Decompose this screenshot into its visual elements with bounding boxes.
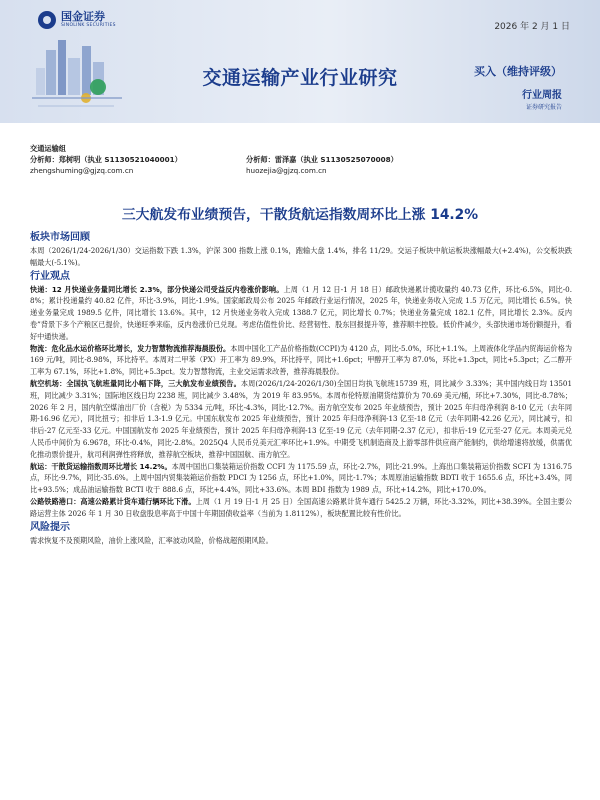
report-headline: 交通运输产业行业研究 <box>202 67 398 89</box>
logo-english-name: SINOLINK SECURITIES <box>61 23 116 28</box>
analyst-1-name: 郑树明（执业 S1130521040001） <box>58 155 182 164</box>
section-risk: 风险提示 <box>30 521 70 533</box>
logo-mark-icon <box>38 11 56 29</box>
report-type: 行业周报 <box>522 90 562 101</box>
section-industry-view: 行业观点 <box>30 270 70 282</box>
express-text: 上周（1 月 12 日-1 月 18 日）邮政快递累计揽收量约 40.73 亿件，环比-6.5%，同比-0.8%；累计投递量约 40.82 亿件，环比-3.9%，同比-1.9%。国家邮政局公布 2025 年邮政行业运行情况，2025 年，快递业务收入完成 1.5 万亿元，同比增长 6.5%。快递业务量完成 1989.5 亿件，同比增长 13.6%。其中，12 月快递业务收入完成 1388.7 亿元，同比增长 0.7%；快递业务量完成 182.1 亿件，同比增长 2.3%。反内卷”背景下多个产粮区已提价，快递旺季来临，反内卷涨价已兑现。考虑估值性价比、经营韧性、股东回报提升等，推荐顺丰控股。低价件减少，头部快递市场份额提升，看好中通快递。 <box>30 284 572 341</box>
logistics-lead: 物流：危化品水运价格环比增长，发力智慧物流推荐海晨股份。 <box>30 343 231 353</box>
shipping-text: 本周中国出口集装箱运价指数 CCFI 为 1175.59 点，环比-2.7%，同比-21.9%。上海出口集装箱运价指数 SCFI 为 1316.75 点，环比-9.7%，同比-35.6%。上周中国内贸集装箱运价指数 PDCI 为 1256 点，环比+1.0%，同比-1.7%；本周原油运输指数 BDTI 收于 1655.6 点，环比+3.4%，同比+93.5%；成品油运输指数 BCTI 收于 888.6 点，环比+4.4%，同比+33.6%。本周 BDI 指数为 1989 点，环比+14.2%，同比+170.0%。 <box>30 461 572 495</box>
market-review-text: 本周（2026/1/24-2026/1/30）交运指数下跌 1.3%，沪深 300 指数上涨 0.1%，跑输大盘 1.4%，排名 11/29。交运子板块中航运板块涨幅最大(+2.4%)，公交板块跌幅最大(-5.1%)。 <box>30 246 572 267</box>
express-paragraph <box>30 284 572 343</box>
aviation-text: 本周(2026/1/24-2026/1/30)全国日均执飞航班15739 班，同比减少 3.33%；其中国内线日均 13501 班，同比减少 3.31%；国际地区线日均 2238 班，同比减少 3.48%，为 2019 年 83.95%。本周布伦特原油期货结算价为 70.69 美元/桶，环比+7.30%，同比-8.78%；2026 年 2 月，国内航空煤油出厂价（含税）为 5334 元/吨，环比-4.3%，同比-12.7%。南方航空发布 2025 年业绩预告，预计 2025 年归母净利润 8-10 亿元（去年同期-16.96 亿元），同比扭亏；扣非后 1.3-1.9 亿元。中国东航发布 2025 年业绩预告，预计 2025 年归母净利润-13 亿至-18 亿元（去年同期-42.26 亿元），同比减亏，扣非后-27 亿元至-33 亿元。中国国航发布 2025 年业绩预告，预计 2025 年归母净利润-13 亿至-19 亿元（去年同期-2.37 亿元），扣非后-19 亿元至-27 亿元。本周美元兑人民币中间价为 6.9678，环比-0.4%，同比-2.8%。2025Q4 人民币兑美元汇率环比+1.9%。中期受飞机制造商及上游零部件供应商产能制约，供给增速将放缓，供需优化推动票价提升，航司利润弹性将释放，推荐航空板块，推荐中国国航、南方航空。 <box>30 378 572 459</box>
road-text: 上周（1 月 19 日-1 月 25 日）全国高速公路累计货车通行 5425.2 万辆，环比-3.32%，同比+38.39%。全国主要公路运营主体 2026 年 1 月 30 日收盘股息率高于中国十年期国债收益率（当前为 1.8112%），板块配置比较有性价比。 <box>30 496 572 518</box>
analyst-2-name: 雷泽嘉（执业 S1130525070008） <box>274 155 398 164</box>
analyst-1-email[interactable]: zhengshuming@gjzq.com.cn <box>30 166 134 175</box>
aviation-lead: 航空机场：全国执飞航班量同比小幅下降，三大航发布业绩预告。 <box>30 378 241 388</box>
report-body <box>30 230 572 546</box>
logistics-paragraph <box>30 343 572 378</box>
road-paragraph <box>30 496 572 520</box>
analyst-1-label: 分析师： <box>30 155 59 164</box>
team-name: 交通运输组 <box>30 144 66 153</box>
analyst-2-label: 分析师： <box>246 155 275 164</box>
rating-badge: 买入（维持评级） <box>474 65 562 78</box>
shipping-lead: 航运：干散货运输指数周环比增长 14.2%。 <box>30 461 172 471</box>
aviation-paragraph <box>30 378 572 461</box>
analyst-2-email[interactable]: huozejia@gjzq.com.cn <box>246 166 327 175</box>
risk-text: 需求恢复不及预期风险，油价上涨风险，汇率波动风险，价格战超预期风险。 <box>30 535 273 545</box>
road-lead: 公路铁路港口：高速公路累计货车通行辆环比下滑。 <box>30 496 196 506</box>
logistics-text: 本周中国化工产品价格指数(CCPI)为 4120 点，同比-5.0%，环比+1.1%。上周液体化学品内贸海运价格为 169 元/吨，同比-8.98%，环比持平。本周对二甲苯（PX）开工率为 89.9%，环比持平，同比+1.6pct；甲醇开工率为 87.0%，环比+1.3pct，同比+5.3pct；乙二醇开工率为 67.1%，环比+1.8%，同比+5.3pct。发力智慧物流，主业交运需求改善，推荐海晨股份。 <box>30 343 572 377</box>
company-logo <box>38 11 116 29</box>
report-header <box>0 0 600 123</box>
express-lead: 快递：12 月快递业务量同比增长 2.3%，部分快递公司受益反内卷涨价影响。 <box>30 284 284 294</box>
section-market-review: 板块市场回顾 <box>30 232 90 243</box>
report-subtype: 证券研究报告 <box>525 104 562 111</box>
report-date: 2026 年 2 月 1 日 <box>494 22 570 32</box>
logo-name: 国金证券 <box>61 10 105 23</box>
analyst-block <box>30 143 590 176</box>
report-title: 三大航发布业绩预告，干散货航运指数周环比上涨 14.2% <box>121 207 479 223</box>
shipping-paragraph <box>30 461 572 496</box>
